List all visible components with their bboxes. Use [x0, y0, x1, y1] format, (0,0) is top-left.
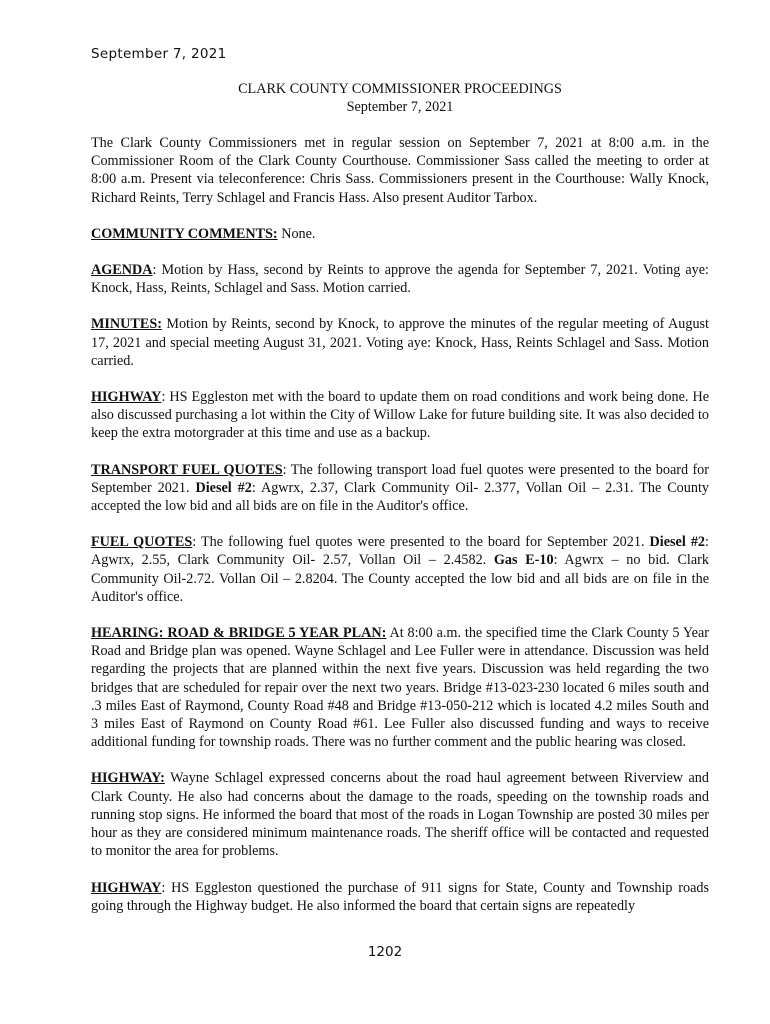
transport-diesel-label: Diesel #2	[195, 479, 252, 496]
highway-section-3	[91, 879, 709, 915]
document-title-date: September 7, 2021	[346, 99, 454, 115]
hearing-text: At 8:00 a.m. the specified time the Clark County 5 Year Road and Bridge plan was opened. Wayne Schlagel and Lee Fuller were in attendance. Discussion was held regarding the projects that are planned within the next five years. Discussion was held regarding the two bridges that are scheduled for repair over the next two years. Bridge #13-023-230 located 6 miles south and .3 miles East of Raymond, County Road #48 and Bridge #13-050-212 which is located 4.2 miles South and 3 miles East of Raymond on County Road #61. Lee Fuller also discussed funding and ways to receive additional funding for township roads. There was no further comment and the public hearing was closed.	[91, 625, 710, 751]
transport-fuel-text-1: : The following transport load fuel quotes were presented to the board for September 2021.	[91, 461, 709, 496]
fuel-diesel-label: Diesel #2	[649, 534, 706, 551]
transport-fuel-text-2: : Agwrx, 2.37, Clark Community Oil- 2.377, Vollan Oil – 2.31. The County accepted the low bid and all bids are on file in the Auditor's office.	[91, 479, 709, 515]
transport-fuel-heading: TRANSPORT FUEL QUOTES	[91, 461, 283, 478]
transport-fuel-section	[91, 461, 709, 516]
highway-heading-1: HIGHWAY	[91, 389, 162, 406]
document-body	[91, 80, 709, 933]
fuel-quotes-text-2: : Agwrx, 2.55, Clark Community Oil- 2.57, Vollan Oil – 2.4582.	[91, 534, 709, 569]
highway-heading-2: HIGHWAY:	[91, 770, 165, 787]
fuel-gas-label: Gas E-10	[493, 552, 554, 569]
highway-text-2: Wayne Schlagel expressed concerns about the road haul agreement between Riverview and Clark County. He also had concerns about the damage to the roads, speeding on the township roads and running stop signs. He informed the board that most of the roads in Logan Township are posted 30 miles per hour as they are considered minimum maintenance roads. The sheriff office will be contacted and requested to monitor the area for problems.	[91, 770, 709, 860]
highway-section-1	[91, 388, 709, 443]
hearing-heading: HEARING: ROAD & BRIDGE 5 YEAR PLAN:	[91, 625, 387, 642]
community-comments-section	[91, 225, 709, 243]
minutes-section	[91, 315, 709, 370]
minutes-text: Motion by Reints, second by Knock, to approve the minutes of the regular meeting of August 17, 2021 and special meeting August 31, 2021. Voting aye: Knock, Hass, Reints Schlagel and Sass. Motion carried.	[91, 316, 709, 369]
community-comments-text: None.	[277, 225, 316, 242]
highway-text-1: : HS Eggleston met with the board to update them on road conditions and work being done. He also discussed purchasing a lot within the City of Willow Lake for future building site. It was also decided to keep the extra motorgrader at this time and use as a backup.	[91, 389, 709, 442]
highway-text-3: : HS Eggleston questioned the purchase of 911 signs for State, County and Township roads going through the Highway budget. He also informed the board that certain signs are repeatedly	[91, 879, 709, 914]
page-number: 1202	[367, 944, 403, 960]
fuel-quotes-section	[91, 533, 709, 606]
title-block	[91, 80, 709, 116]
intro-paragraph: The Clark County Commissioners met in regular session on September 7, 2021 at 8:00 a.m. in the Commissioner Room of the Clark County Courthouse. Commissioner Sass called the meeting to order at 8:00 a.m. Present via teleconference: Chris Sass. Commissioners present in the Courthouse: Wally Knock, Richard Reints, Terry Schlagel and Francis Hass. Also present Auditor Tarbox.	[91, 135, 709, 206]
fuel-quotes-text-1: : The following fuel quotes were presented to the board for September 2021.	[192, 534, 650, 551]
fuel-quotes-heading: FUEL QUOTES	[91, 534, 193, 551]
highway-section-2	[91, 769, 709, 860]
agenda-heading: AGENDA	[91, 262, 153, 279]
minutes-heading: MINUTES:	[91, 316, 162, 333]
hearing-section	[91, 624, 709, 751]
agenda-text: : Motion by Hass, second by Reints to approve the agenda for September 7, 2021. Voting aye: Knock, Hass, Reints, Schlagel and Sass. Motion carried.	[91, 262, 709, 297]
date-header: September 7, 2021	[91, 46, 227, 62]
fuel-quotes-text-3: : Agwrx – no bid. Clark Community Oil-2.72. Vollan Oil – 2.8204. The County accepted the low bid and all bids are on file in the Auditor's office.	[91, 552, 709, 605]
community-comments-heading: COMMUNITY COMMENTS:	[91, 225, 278, 242]
highway-heading-3: HIGHWAY	[91, 879, 162, 896]
agenda-section	[91, 261, 709, 297]
document-title: CLARK COUNTY COMMISSIONER PROCEEDINGS	[238, 81, 562, 97]
